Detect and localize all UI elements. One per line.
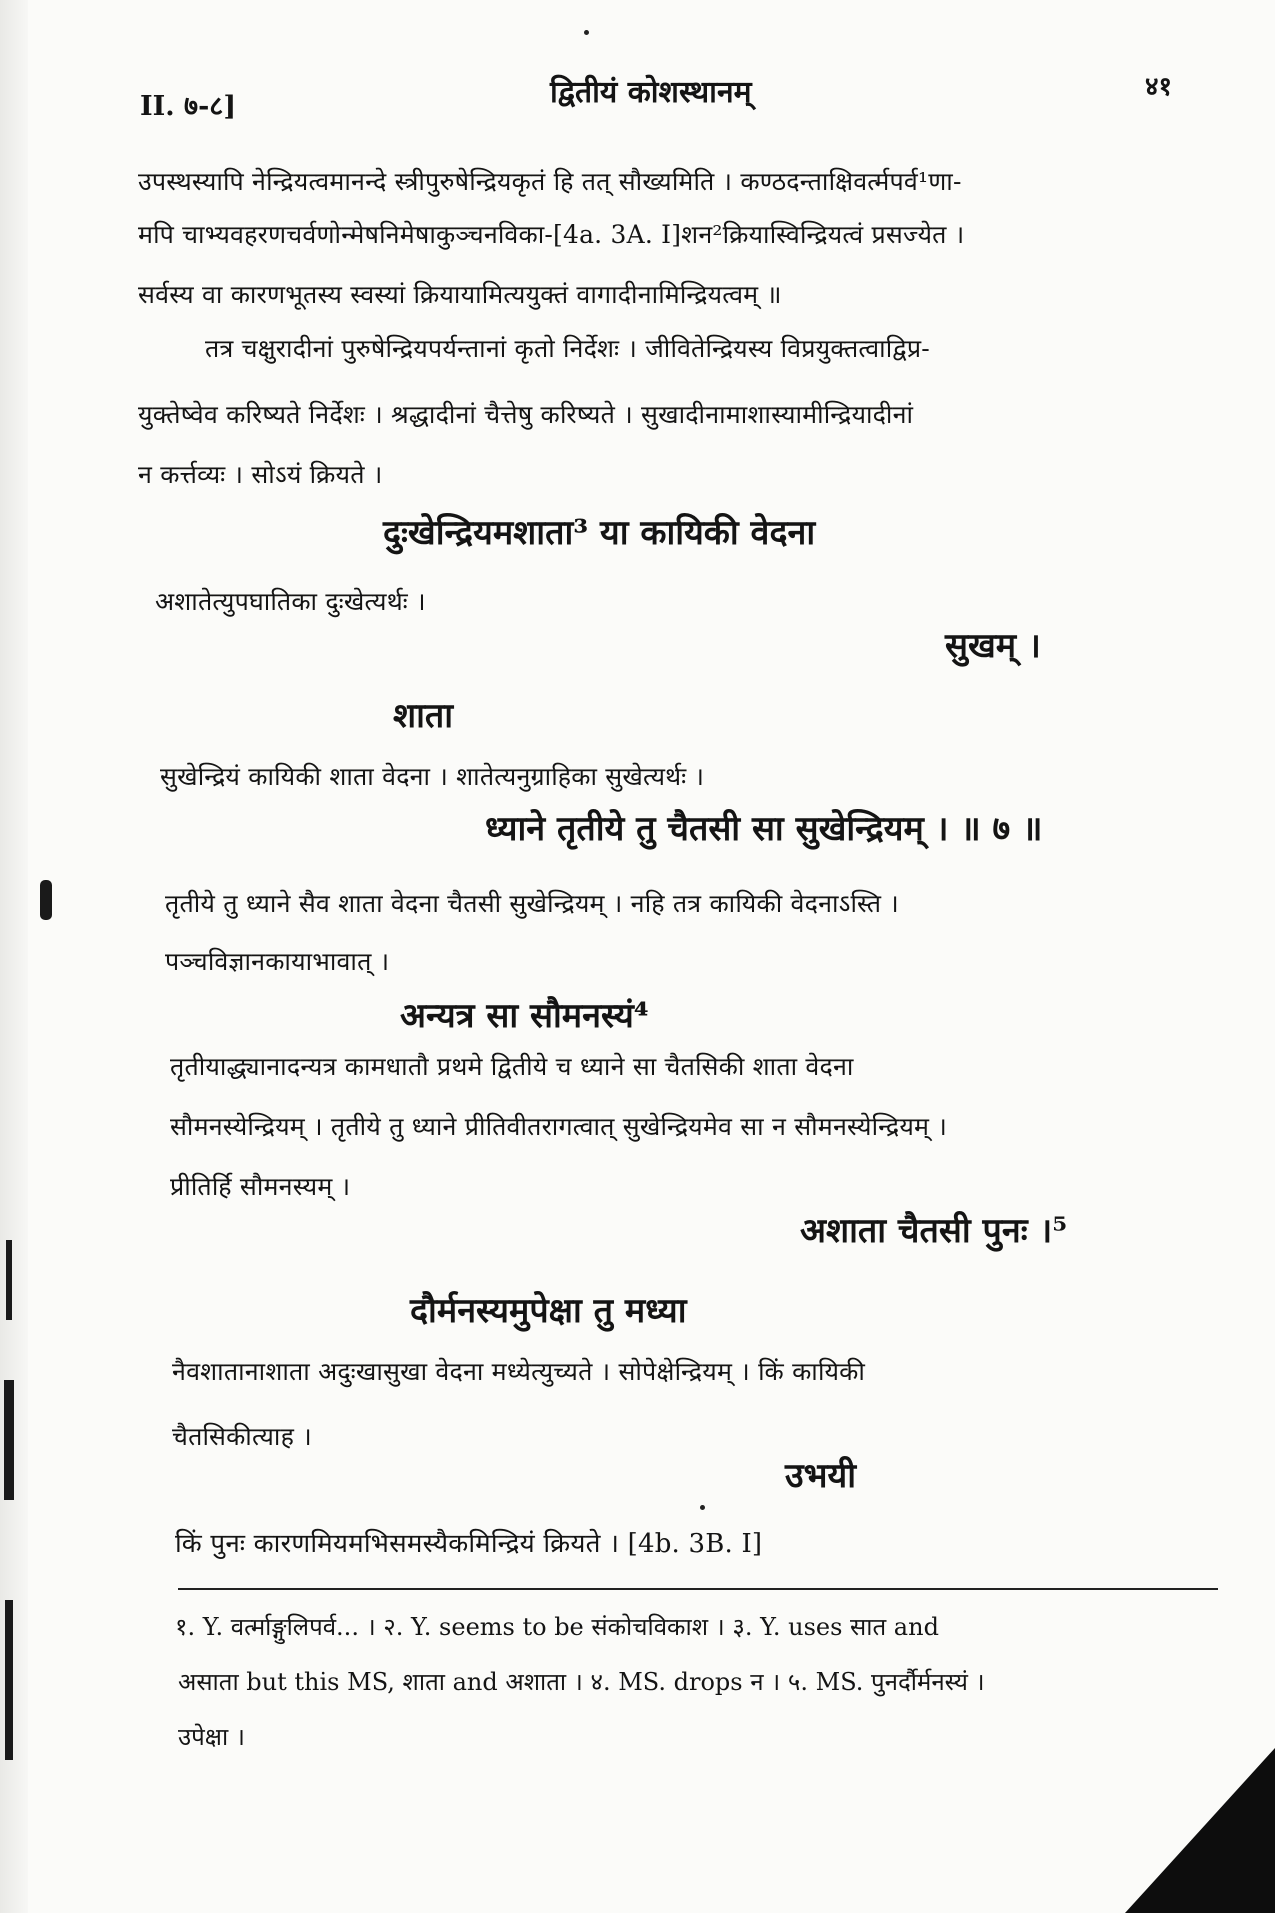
commentary-line: प्रीतिर्हि सौमनस्यम् । [170,1172,351,1201]
verse-heading: शाता [393,696,454,736]
commentary-line: नैवशातानाशाता अदुःखासुखा वेदना मध्येत्युच्यते । सोपेक्षेन्द्रियम् । किं कायिकी [172,1357,866,1386]
binding-mark [40,880,52,920]
speck [584,30,589,35]
footnote-line: असाता but this MS, शाता and अशाता । ४. MS. drops न । ५. MS. पुनर्दौर्मनस्यं । [178,1668,985,1696]
commentary-line: पञ्चविज्ञानकायाभावात् । [165,947,390,976]
commentary-line: तृतीये तु ध्याने सैव शाता वेदना चैतसी सुखेन्द्रियम् । नहि तत्र कायिकी वेदनाऽस्ति । [165,889,899,918]
page-corner-shadow [1125,1748,1275,1913]
commentary-line: अशातेत्युपघातिका दुःखेत्यर्थः । [155,587,426,616]
page-section-ref: II. ७-८] [140,91,237,122]
commentary-line: सौमनस्येन्द्रियम् । तृतीये तु ध्याने प्रीतिवीतरागत्वात् सुखेन्द्रियमेव सा न सौमनस्येन्द्रियम् । [170,1112,947,1141]
verse-heading: अन्यत्र सा सौमनस्यं⁴ [400,996,649,1036]
verse-heading: दौर्मनस्यमुपेक्षा तु मध्या [410,1291,687,1331]
verse-heading: अशाता चैतसी पुनः ।⁵ [800,1211,1068,1251]
binding-mark [5,1600,13,1760]
binding-mark [6,1240,12,1320]
commentary-line: किं पुनः कारणमियमभिसमस्यैकमिन्द्रियं क्रियते । [4b. 3B. I] [175,1529,763,1559]
text-line: मपि चाभ्यवहरणचर्वणोन्मेषनिमेषाकुञ्चनविका-[4a. 3A. I]शन²क्रियास्विन्द्रियत्वं प्रसज्येत । [138,220,965,249]
footnote-line: १. Y. वर्त्माङ्गुलिपर्व... । २. Y. seems to be संकोचविकाश । ३. Y. uses सात and [175,1613,939,1641]
running-title: द्वितीयं कोशस्थानम् [550,75,752,110]
verse-heading: ध्याने तृतीये तु चैतसी सा सुखेन्द्रियम् । ॥ ७ ॥ [485,809,1043,849]
text-line: तत्र चक्षुरादीनां पुरुषेन्द्रियपर्यन्तानां कृतो निर्देशः । जीवितेन्द्रियस्य विप्रयुक्तत्वाद्विप्र- [205,334,930,363]
commentary-line: चैतसिकीत्याह । [172,1422,312,1451]
footnote-line: उपेक्षा । [178,1723,245,1751]
verse-heading: दुःखेन्द्रियमशाता³ या कायिकी वेदना [383,513,816,553]
page-number: ४१ [1145,72,1173,102]
commentary-line: तृतीयाद्ध्यानादन्यत्र कामधातौ प्रथमे द्वितीये च ध्याने सा चैतसिकी शाता वेदना [170,1052,854,1081]
text-line: न कर्त्तव्यः । सोऽयं क्रियते । [138,460,383,489]
footnote-divider [178,1588,1218,1590]
text-line: सर्वस्य वा कारणभूतस्य स्वस्यां क्रियायामित्ययुक्तं वागादीनामिन्द्रियत्वम् ॥ [138,280,782,309]
commentary-line: सुखेन्द्रियं कायिकी शाता वेदना । शातेत्यनुग्राहिका सुखेत्यर्थः । [160,762,705,791]
verse-heading: सुखम् । [945,626,1041,666]
binding-mark [4,1380,14,1500]
verse-heading: उभयी [785,1456,857,1496]
text-line: उपस्थस्यापि नेन्द्रियत्वमानन्दे स्त्रीपुरुषेन्द्रियकृतं हि तत् सौख्यमिति । कण्ठदन्ताक्षिवर्त्मपर्व¹णा- [138,167,962,196]
speck [700,1505,705,1510]
text-line: युक्तेष्वेव करिष्यते निर्देशः । श्रद्धादीनां चैत्तेषु करिष्यते । सुखादीनामाशास्यामीन्द्रियादीनां [138,400,914,429]
